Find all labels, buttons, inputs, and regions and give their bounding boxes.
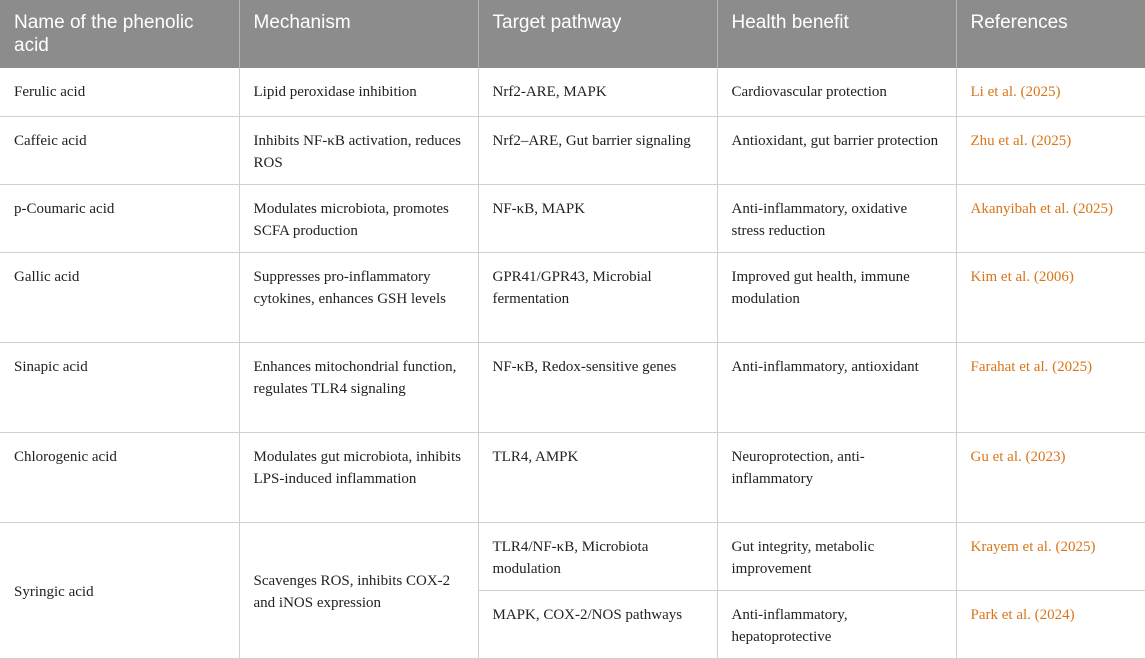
- cell-mechanism: Modulates gut microbiota, inhibits LPS-induced inflammation: [239, 432, 478, 522]
- cell-name: Chlorogenic acid: [0, 432, 239, 522]
- table-row: [0, 522, 1145, 590]
- cell-pathway: TLR4/NF-κB, Microbiota modulation: [478, 522, 717, 590]
- header-references: References: [956, 0, 1145, 68]
- table-row: [0, 342, 1145, 432]
- cell-pathway: Nrf2-ARE, MAPK: [478, 68, 717, 116]
- cell-benefit: Cardiovascular protection: [717, 68, 956, 116]
- reference-link[interactable]: Zhu et al. (2025): [956, 116, 1145, 184]
- reference-link[interactable]: Gu et al. (2023): [956, 432, 1145, 522]
- cell-name: Sinapic acid: [0, 342, 239, 432]
- cell-benefit: Gut integrity, metabolic improvement: [717, 522, 956, 590]
- cell-pathway: NF-κB, Redox-sensitive genes: [478, 342, 717, 432]
- cell-mechanism: Modulates microbiota, promotes SCFA production: [239, 184, 478, 252]
- cell-mechanism: Enhances mitochondrial function, regulates TLR4 signaling: [239, 342, 478, 432]
- cell-pathway: Nrf2–ARE, Gut barrier signaling: [478, 116, 717, 184]
- table-row: [0, 116, 1145, 184]
- table-row: [0, 432, 1145, 522]
- cell-benefit: Anti-inflammatory, antioxidant: [717, 342, 956, 432]
- cell-pathway: TLR4, AMPK: [478, 432, 717, 522]
- cell-mechanism: Inhibits NF-κB activation, reduces ROS: [239, 116, 478, 184]
- reference-link[interactable]: Li et al. (2025): [956, 68, 1145, 116]
- cell-pathway: GPR41/GPR43, Microbial fermentation: [478, 252, 717, 342]
- header-health-benefit: Health benefit: [717, 0, 956, 68]
- table-row: [0, 184, 1145, 252]
- cell-name: Ferulic acid: [0, 68, 239, 116]
- cell-name: Caffeic acid: [0, 116, 239, 184]
- cell-benefit: Antioxidant, gut barrier protection: [717, 116, 956, 184]
- reference-link[interactable]: Park et al. (2024): [956, 590, 1145, 658]
- reference-link[interactable]: Farahat et al. (2025): [956, 342, 1145, 432]
- cell-mechanism: Scavenges ROS, inhibits COX-2 and iNOS expression: [239, 522, 478, 658]
- header-mechanism: Mechanism: [239, 0, 478, 68]
- cell-benefit: Neuroprotection, anti-inflammatory: [717, 432, 956, 522]
- reference-link[interactable]: Krayem et al. (2025): [956, 522, 1145, 590]
- cell-mechanism: Lipid peroxidase inhibition: [239, 68, 478, 116]
- cell-name: Gallic acid: [0, 252, 239, 342]
- cell-benefit: Anti-inflammatory, hepatoprotective: [717, 590, 956, 658]
- header-target-pathway: Target pathway: [478, 0, 717, 68]
- reference-link[interactable]: Kim et al. (2006): [956, 252, 1145, 342]
- cell-name: Syringic acid: [0, 522, 239, 658]
- cell-name: p-Coumaric acid: [0, 184, 239, 252]
- cell-pathway: NF-κB, MAPK: [478, 184, 717, 252]
- header-row: [0, 0, 1145, 68]
- cell-benefit: Improved gut health, immune modulation: [717, 252, 956, 342]
- table-row: [0, 68, 1145, 116]
- cell-benefit: Anti-inflammatory, oxidative stress reduction: [717, 184, 956, 252]
- reference-link[interactable]: Akanyibah et al. (2025): [956, 184, 1145, 252]
- header-name: Name of the phenolic acid: [0, 0, 239, 68]
- cell-pathway: MAPK, COX-2/NOS pathways: [478, 590, 717, 658]
- table-row: [0, 252, 1145, 342]
- cell-mechanism: Suppresses pro-inflammatory cytokines, enhances GSH levels: [239, 252, 478, 342]
